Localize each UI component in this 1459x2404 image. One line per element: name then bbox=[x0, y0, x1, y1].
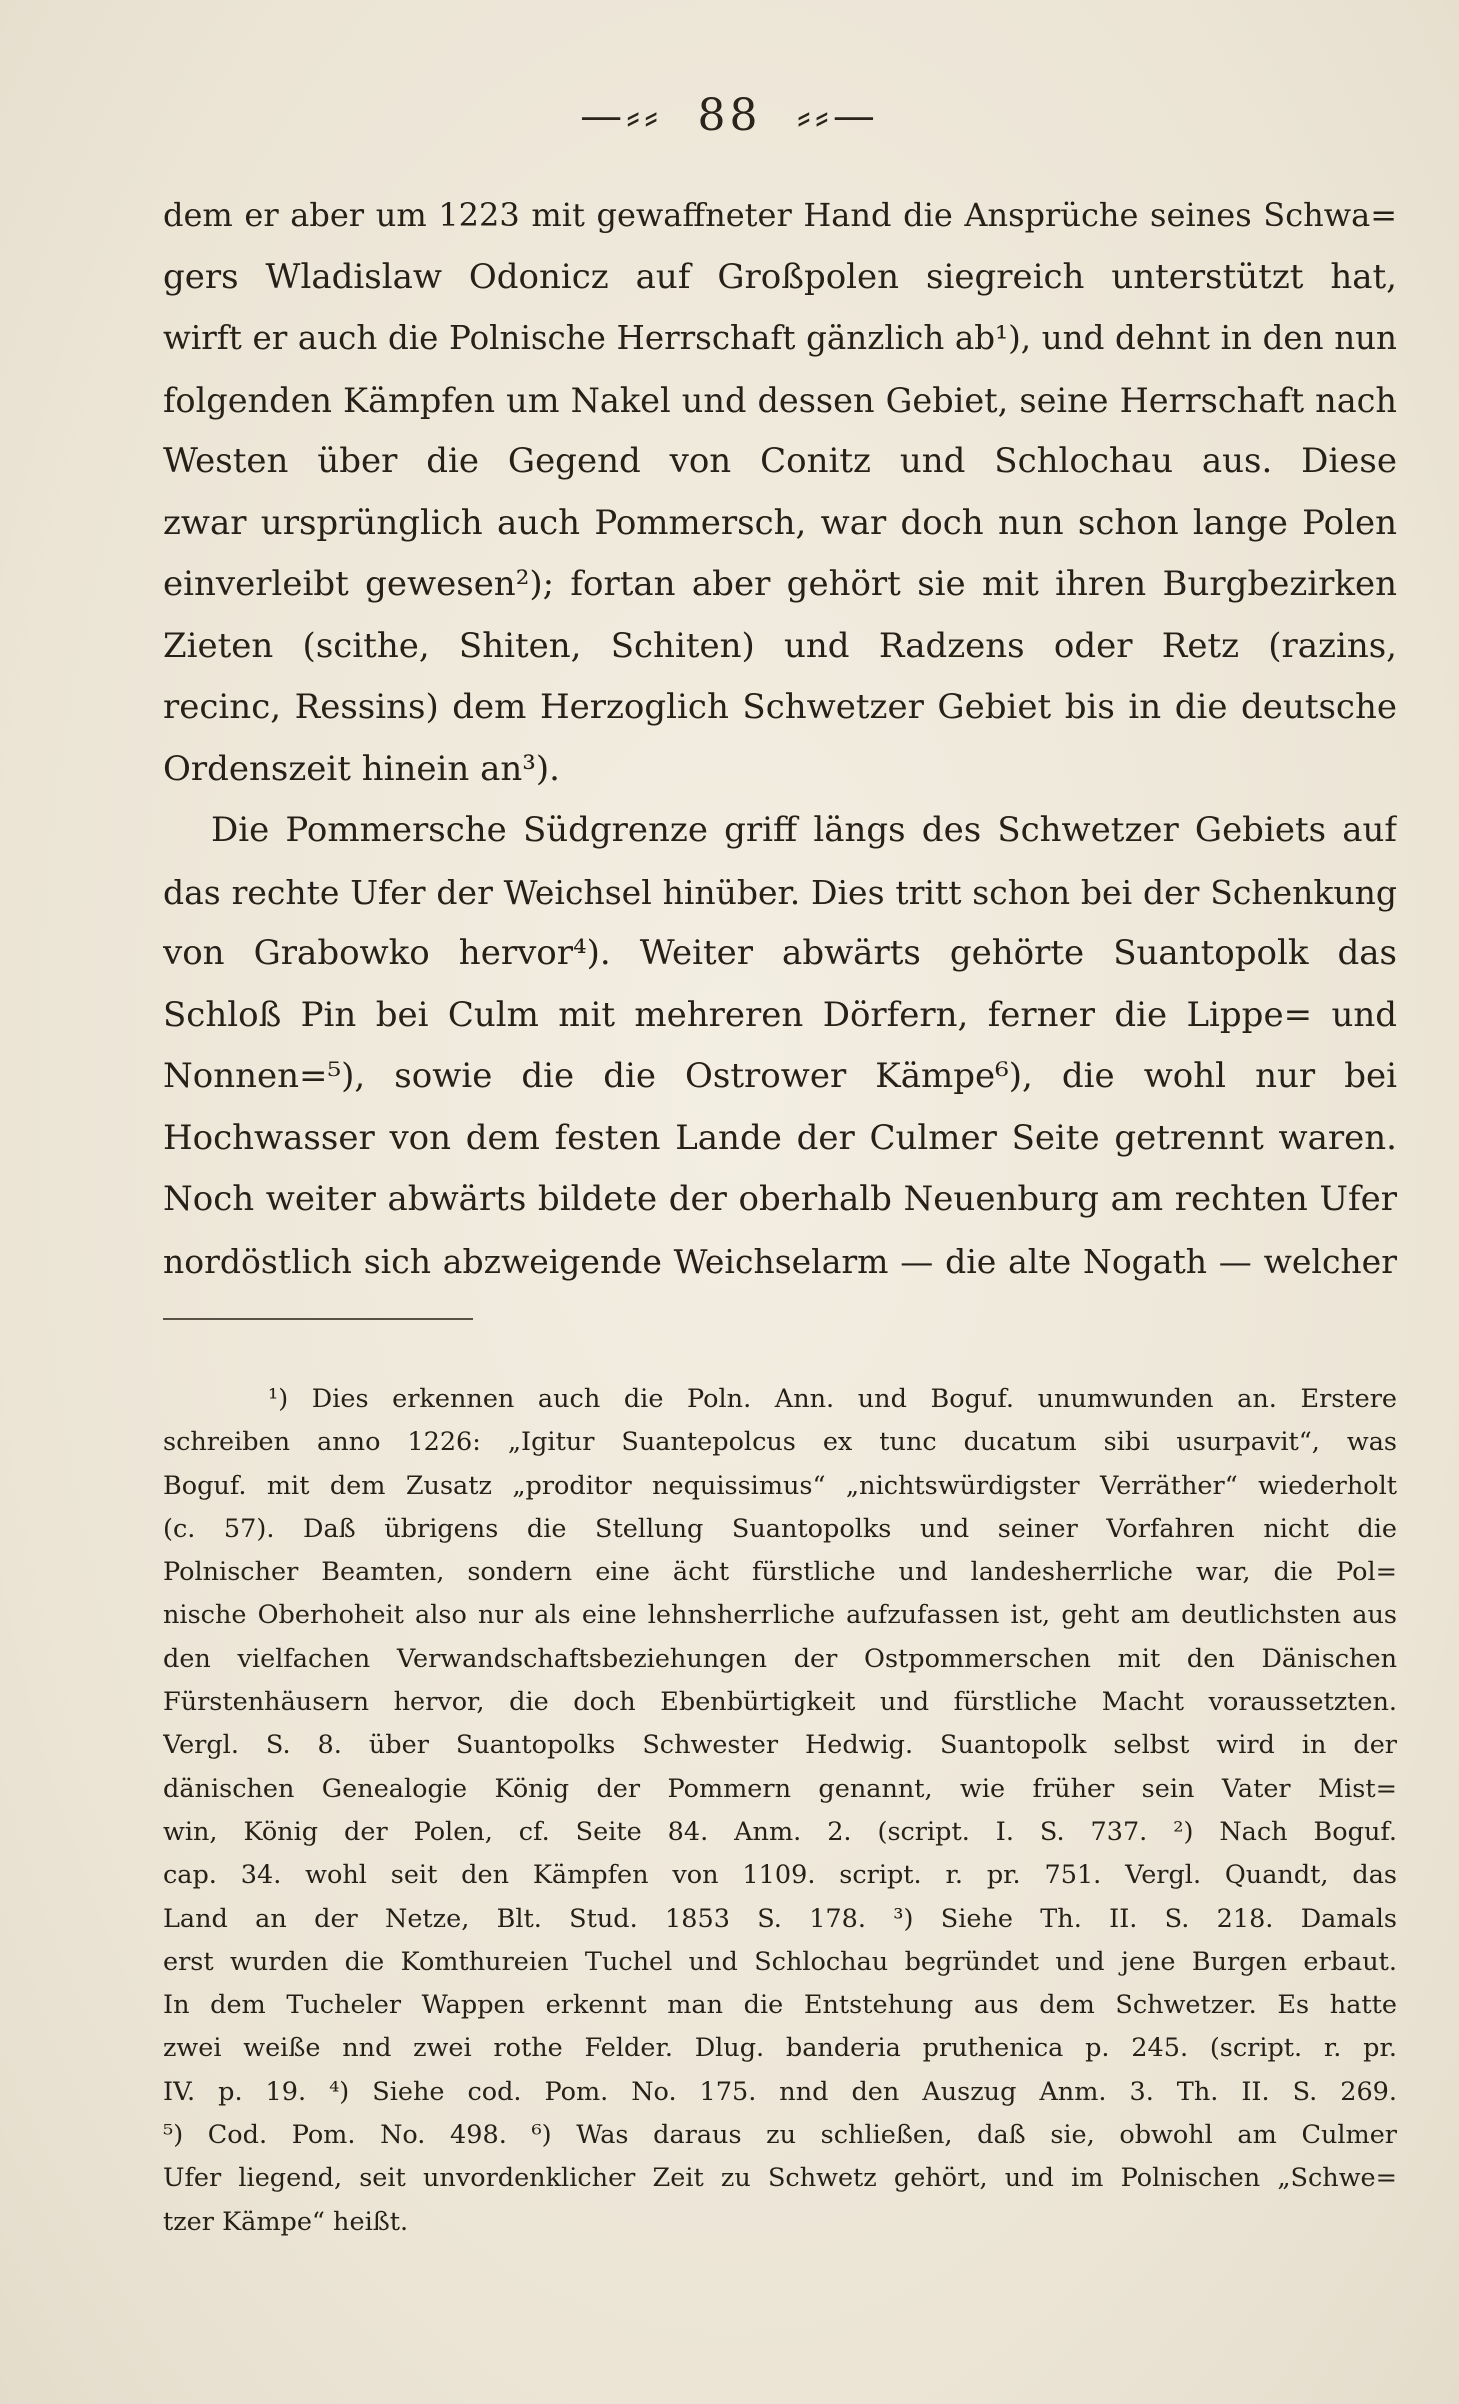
text-line: Nonnen=⁵), sowie die die Ostrower Kämpe⁶), die wohl nur bei bbox=[163, 1056, 1397, 1096]
footnote-line: tzer Kämpe“ heißt. bbox=[163, 2206, 409, 2237]
text-line: von Grabowko hervor⁴). Weiter abwärts gehörte Suantopolk das bbox=[163, 933, 1397, 973]
page-number: 88 bbox=[697, 90, 762, 141]
text-line: Zieten (scithe, Shiten, Schiten) und Radzens oder Retz (razins, bbox=[163, 625, 1397, 666]
page-header bbox=[0, 90, 1459, 141]
footnote-line: zwei weiße nnd zwei rothe Felder. Dlug. banderia pruthenica p. 245. (script. r. pr. bbox=[163, 2033, 1397, 2064]
text-line: nordöstlich sich abzweigende Weichselarm — die alte Nogath — welcher bbox=[163, 1241, 1397, 1281]
footnote-line: erst wurden die Komthureien Tuchel und Schlochau begründet und jene Burgen erbaut. bbox=[163, 1946, 1397, 1977]
footnote-line: In dem Tucheler Wappen erkennt man die Entstehung aus dem Schwetzer. Es hatte bbox=[163, 1990, 1397, 2021]
footnote-line: Ufer liegend, seit unvordenklicher Zeit zu Schwetz gehört, und im Polnischen „Schwe= bbox=[163, 2163, 1397, 2194]
footnote-line: Vergl. S. 8. über Suantopolks Schwester Hedwig. Suantopolk selbst wird in der bbox=[163, 1730, 1397, 1761]
footnote-line: cap. 34. wohl seit den Kämpfen von 1109. script. r. pr. 751. Vergl. Quandt, das bbox=[163, 1860, 1397, 1891]
text-line: folgenden Kämpfen um Nakel und dessen Gebiet, seine Herrschaft nach bbox=[163, 380, 1397, 420]
text-line: Westen über die Gegend von Conitz und Schlochau aus. Diese bbox=[163, 441, 1397, 481]
footnote-line: den vielfachen Verwandschaftsbeziehungen der Ostpommerschen mit den Dänischen bbox=[163, 1643, 1397, 1674]
text-line: wirft er auch die Polnische Herrschaft gänzlich ab¹), und dehnt in den nun bbox=[163, 319, 1397, 357]
text-line: Ordenszeit hinein an³). bbox=[163, 748, 560, 789]
footnote-line: Fürstenhäusern hervor, die doch Ebenbürtigkeit und fürstliche Macht voraussetzten. bbox=[163, 1687, 1397, 1718]
footnote-line: win, König der Polen, cf. Seite 84. Anm. 2. (script. I. S. 737. ²) Nach Boguf. bbox=[163, 1816, 1397, 1847]
footnotes bbox=[163, 1378, 1397, 2244]
footnote-line: (c. 57). Daß übrigens die Stellung Suantopolks und seiner Vorfahren nicht die bbox=[163, 1513, 1397, 1544]
text-line: Die Pommersche Südgrenze griff längs des Schwetzer Gebiets auf bbox=[211, 810, 1397, 850]
footnote-line: Boguf. mit dem Zusatz „proditor nequissimus“ „nichtswürdigster Verräther“ wiederholt bbox=[163, 1470, 1397, 1501]
text-line: gers Wladislaw Odonicz auf Großpolen siegreich unterstützt hat, bbox=[163, 256, 1397, 297]
footnote-line: Polnischer Beamten, sondern eine ächt fürstliche und landesherrliche war, die Pol= bbox=[163, 1557, 1397, 1588]
text-line: zwar ursprünglich auch Pommersch, war doch nun schon lange Polen bbox=[163, 502, 1397, 543]
header-ornament-left: —⸗⸗ bbox=[580, 91, 663, 140]
main-text bbox=[163, 185, 1397, 1292]
footnote-line: dänischen Genealogie König der Pommern genannt, wie früher sein Vater Mist= bbox=[163, 1773, 1397, 1804]
footnote-divider bbox=[163, 1318, 473, 1320]
text-line: dem er aber um 1223 mit gewaffneter Hand die Ansprüche seines Schwa= bbox=[163, 196, 1397, 234]
footnote-line: IV. p. 19. ⁴) Siehe cod. Pom. No. 175. nnd den Auszug Anm. 3. Th. II. S. 269. bbox=[163, 2076, 1397, 2107]
footnote-line: nische Oberhoheit also nur als eine lehnsherrliche aufzufassen ist, geht am deutlichsten aus bbox=[163, 1600, 1397, 1631]
footnote-line: schreiben anno 1226: „Igitur Suantepolcus ex tunc ducatum sibi usurpavit“, was bbox=[163, 1427, 1397, 1458]
footnote-line: ¹) Dies erkennen auch die Poln. Ann. und Boguf. unumwunden an. Erstere bbox=[268, 1384, 1397, 1414]
footnote-line: Land an der Netze, Blt. Stud. 1853 S. 178. ³) Siehe Th. II. S. 218. Damals bbox=[163, 1903, 1397, 1934]
text-line: Schloß Pin bei Culm mit mehreren Dörfern, ferner die Lippe= und bbox=[163, 994, 1397, 1035]
footnote-line: ⁵) Cod. Pom. No. 498. ⁶) Was daraus zu schließen, daß sie, obwohl am Culmer bbox=[163, 2120, 1397, 2151]
text-line: das rechte Ufer der Weichsel hinüber. Dies tritt schon bei der Schenkung bbox=[163, 872, 1397, 912]
header-ornament-right: ⸗⸗— bbox=[796, 91, 879, 140]
text-line: einverleibt gewesen²); fortan aber gehört sie mit ihren Burgbezirken bbox=[163, 564, 1397, 604]
text-line: recinc, Ressins) dem Herzoglich Schwetzer Gebiet bis in die deutsche bbox=[163, 687, 1397, 727]
text-line: Noch weiter abwärts bildete der oberhalb Neuenburg am rechten Ufer bbox=[163, 1179, 1397, 1219]
text-line: Hochwasser von dem festen Lande der Culmer Seite getrennt waren. bbox=[163, 1117, 1397, 1158]
